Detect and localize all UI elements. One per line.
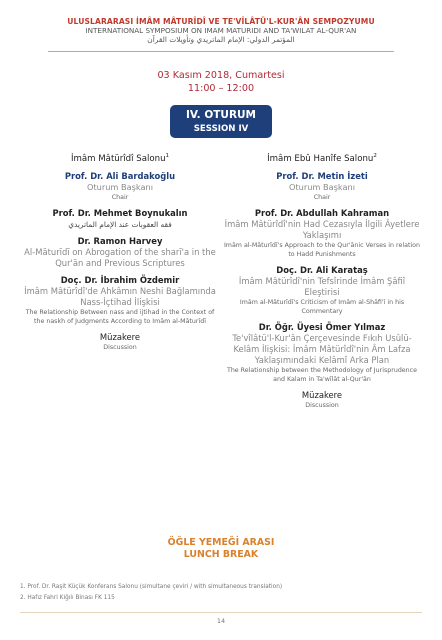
symposium-header <box>0 17 442 45</box>
left-chair-name: Prof. Dr. Ali Bardakoğlu <box>64 170 176 181</box>
lunch-break <box>0 537 442 561</box>
lunch-break-en: LUNCH BREAK <box>183 549 259 560</box>
left-talk <box>20 208 220 230</box>
left-talk <box>20 236 220 269</box>
right-room-footnote-ref: 2 <box>373 153 377 159</box>
session-time: 11:00 – 12:00 <box>187 83 255 94</box>
left-chair-label-en: Chair <box>111 193 129 201</box>
right-discussion-en: Discussion <box>305 401 339 409</box>
session-subtitle: SESSION IV <box>193 124 249 134</box>
header-divider <box>48 51 394 52</box>
page-number: 14 <box>216 617 226 625</box>
left-chair-label-tr: Oturum Başkanı <box>87 181 153 192</box>
right-room-name: İmâm Ebû Hanîfe Salonu <box>267 153 374 164</box>
header-title-ar: المؤتمر الدولي: الإمام الماتريدي وتأويلات القرآن <box>147 35 295 44</box>
right-column <box>222 150 422 410</box>
right-talk <box>222 322 422 384</box>
lunch-break-tr: ÖĞLE YEMEĞİ ARASI <box>167 537 275 548</box>
right-chair-label-tr: Oturum Başkanı <box>289 181 355 192</box>
right-talk-3-speaker: Dr. Öğr. Üyesi Ömer Yılmaz <box>258 321 386 332</box>
left-discussion-en: Discussion <box>103 343 137 351</box>
right-talk-2-speaker: Doç. Dr. Ali Karataş <box>276 264 368 275</box>
header-title-en: INTERNATIONAL SYMPOSIUM ON IMAM MATURIDI AND TA'WILAT AL-QUR'AN <box>85 26 357 35</box>
session-date: 03 Kasım 2018, Cumartesi <box>157 70 285 81</box>
left-room-footnote-ref: 1 <box>165 153 170 159</box>
left-talk-2-title: Al-Māturīdī on Abrogation of the sharī'a in the Qur'ān and Previous Scriptures <box>24 246 216 268</box>
right-talk-1-title-tr: İmâm Mâtürîdî'nin Had Cezasıyla İlgili Âyetlere Yaklaşımı <box>224 218 420 240</box>
right-talk <box>222 265 422 316</box>
header-title-tr: ULUSLARARASI İMÂM MÂTURÎDÎ VE TE'VÎLÂTÜ'L-KUR'ÂN SEMPOZYUMU <box>67 17 375 26</box>
right-talk-1-title-en: Imām al-Māturīdī's Approach to the Qur'ānic Verses in relation to Hadd Punishments <box>223 241 421 258</box>
right-discussion-tr: Müzakere <box>301 389 343 400</box>
right-talk-3-title-en: The Relationship between the Methodology of Jurisprudence and Kalam in Ta'wīlāt al-Qur'ān <box>226 366 418 383</box>
left-talk-1-speaker: Prof. Dr. Mehmet Boynukalın <box>52 207 188 218</box>
right-chair-label-en: Chair <box>313 193 331 201</box>
left-talk-3-title-tr: İmâm Mâtürîdî'de Ahkâmın Neshi Bağlamında Nass-İçtihad İlişkisi <box>24 285 216 307</box>
left-talk-3-speaker: Doç. Dr. İbrahim Özdemir <box>60 274 180 285</box>
left-talk-2-speaker: Dr. Ramon Harvey <box>77 235 163 246</box>
left-talk <box>20 275 220 326</box>
left-discussion-tr: Müzakere <box>99 331 141 342</box>
right-talk-2-title-tr: İmâm Mâtürîdî'nin Tefsîrinde İmâm Şâfiî Eleştirisi <box>238 275 406 297</box>
right-talk <box>222 208 422 259</box>
right-chair-name: Prof. Dr. Metin İzeti <box>276 170 368 181</box>
right-talk-1-speaker: Prof. Dr. Abdullah Kahraman <box>254 207 390 218</box>
left-room <box>20 150 220 165</box>
footnote-1: 1. Prof. Dr. Raşit Küçük Konferans Salonu (simultane çeviri / with simultaneous translation) <box>20 584 283 590</box>
session-title: IV. OTURUM <box>186 109 256 121</box>
left-talk-3-title-en: The Relationship Between nass and ijtihad in the Context of the naskh of Judgments According to Imām al-Māturīdī <box>25 308 215 325</box>
right-talk-2-title-en: Imām al-Māturīdī's Criticism of Imām al-Shāfi'ī in his Commentary <box>239 298 405 315</box>
right-talk-3-title-tr: Te'vîlâtü'l-Kur'ân Çerçevesinde Fıkıh Usûlü-Kelâm İlişkisi: İmâm Mâtürîdî'nin Âm Lafza Yaklaşımındaki Kelâmî Arka Plan <box>232 332 412 365</box>
left-room-name: İmâm Mâtürîdî Salonu <box>70 153 166 164</box>
footnote-2: 2. Hafız Fahri Kiğılı Binası FK 115 <box>20 595 115 601</box>
right-room <box>222 150 422 165</box>
left-column <box>20 150 220 352</box>
session-badge <box>170 105 272 138</box>
left-talk-1-title-ar: فقه العقوبات عند الإمام الماتريدي <box>68 219 172 229</box>
footer-divider <box>20 612 422 613</box>
